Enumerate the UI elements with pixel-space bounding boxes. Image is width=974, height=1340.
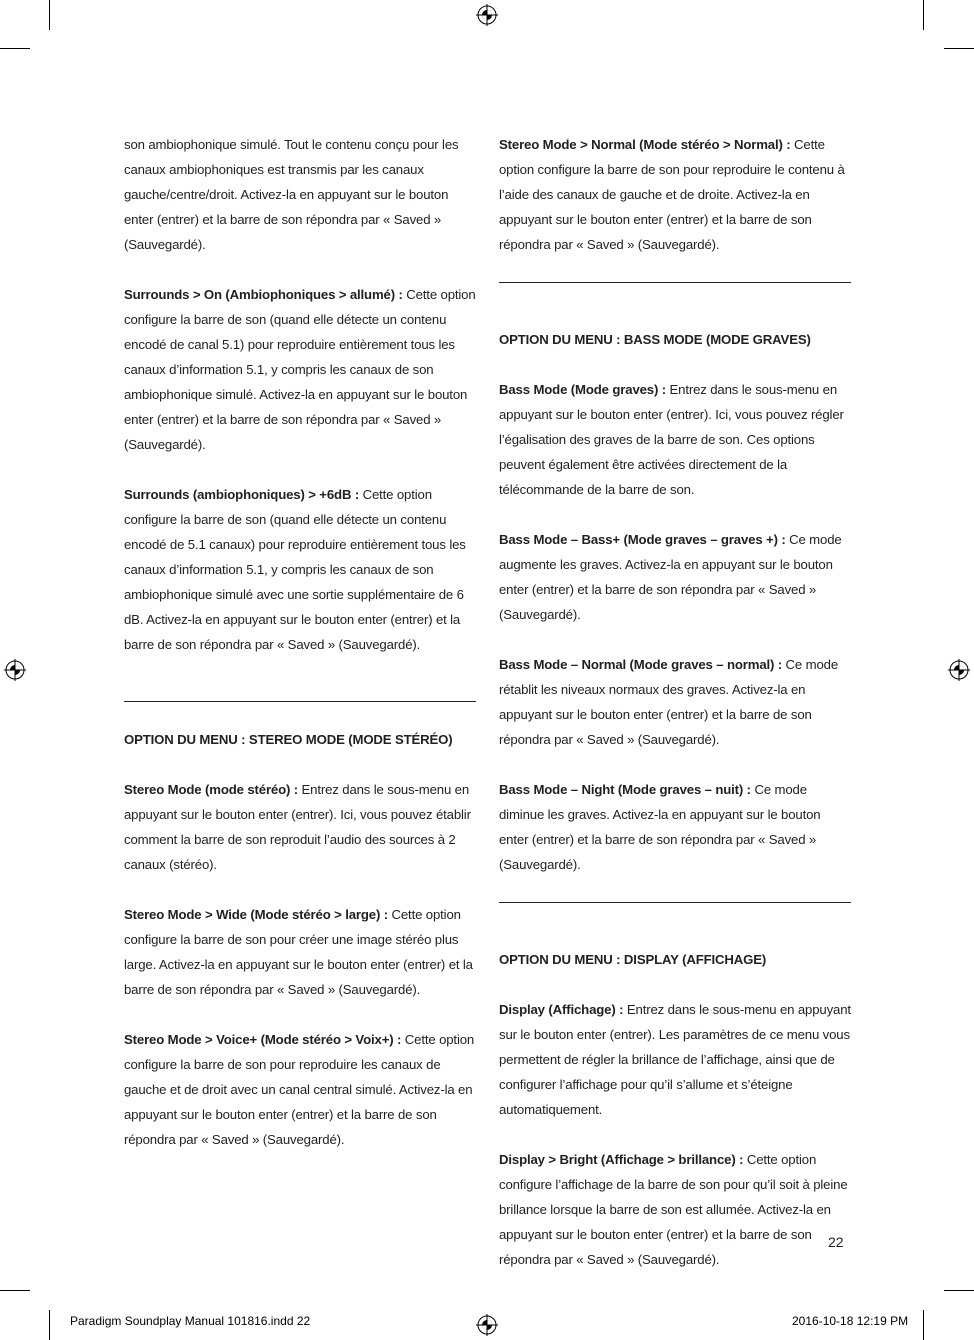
section-divider [499, 902, 851, 903]
section-heading-bass: OPTION DU MENU : BASS MODE (MODE GRAVES) [499, 332, 811, 347]
left-column [124, 132, 476, 1177]
crop-mark [0, 1290, 30, 1291]
footer-filename: Paradigm Soundplay Manual 101816.indd 22 [70, 1314, 311, 1328]
section-divider [124, 701, 476, 702]
right-column [499, 132, 851, 1297]
term-label: Stereo Mode > Wide (Mode stéréo > large) : [124, 907, 388, 922]
term-label: Stereo Mode > Normal (Mode stéréo > Normal) : [499, 137, 791, 152]
paragraph-stereo-normal: Stereo Mode > Normal (Mode stéréo > Normal) : Cette option configure la barre de son pour reproduire le contenu à l’aide des canaux de gauche et de droite. Activez-la en appuyant sur le bouton enter (entrer) et la barre de son répondra par « Saved » (Sauvegardé). [499, 137, 845, 252]
term-label: Bass Mode – Night (Mode graves – nuit) : [499, 782, 751, 797]
crop-mark [923, 0, 924, 30]
paragraph-stereo-mode: Stereo Mode (mode stéréo) : Entrez dans le sous-menu en appuyant sur le bouton enter (entrer). Ici, vous pouvez établir comment la barre de son reproduit l’audio des sources à 2 canaux (stéréo). [124, 782, 471, 872]
crop-mark [0, 48, 30, 49]
section-heading-display: OPTION DU MENU : DISPLAY (AFFICHAGE) [499, 952, 767, 967]
paragraph-display: Display (Affichage) : Entrez dans le sous-menu en appuyant sur le bouton enter (entrer). Les paramètres de ce menu vous permettent de régler la brillance de l’affichage, ainsi que de configurer l’affichage pour qu’il s’allume et s’éteigne automatiquement. [499, 1002, 851, 1117]
term-label: Display > Bright (Affichage > brillance) : [499, 1152, 744, 1167]
crop-mark [923, 1310, 924, 1340]
footer-timestamp: 2016-10-18 12:19 PM [792, 1314, 909, 1328]
paragraph-bass-plus: Bass Mode – Bass+ (Mode graves – graves +) : Ce mode augmente les graves. Activez-la en appuyant sur le bouton enter (entrer) et la barre de son répondra par « Saved » (Sauvegardé). [499, 532, 842, 622]
crop-mark [944, 1290, 974, 1291]
paragraph-bass-normal: Bass Mode – Normal (Mode graves – normal) : Ce mode rétablit les niveaux normaux des graves. Activez-la en appuyant sur le bouton enter (entrer) et la barre de son répondra par « Saved » (Sauvegardé). [499, 657, 839, 747]
registration-mark-icon [948, 659, 970, 681]
term-label: Surrounds > On (Ambiophoniques > allumé) : [124, 287, 403, 302]
page-number: 22 [828, 1234, 844, 1250]
term-label: Bass Mode – Normal (Mode graves – normal) : [499, 657, 783, 672]
crop-mark [49, 1310, 50, 1340]
registration-mark-icon [4, 659, 26, 681]
section-divider [499, 282, 851, 283]
term-label: Bass Mode (Mode graves) : [499, 382, 666, 397]
paragraph-surrounds-on: Surrounds > On (Ambiophoniques > allumé) : Cette option configure la barre de son (quand elle détecte un contenu encodé de canal 5.1) pour reproduire entièrement tous les canaux d’information 5.1, y compris les canaux de son ambiophonique simulé. Activez-la en appuyant sur le bouton enter (entrer) et la barre de son répondra par « Saved » (Sauvegardé). [124, 287, 476, 452]
paragraph-surrounds-6db: Surrounds (ambiophoniques) > +6dB : Cette option configure la barre de son (quand elle détecte un contenu encodé de 5.1 canaux) pour reproduire entièrement tous les canaux d’information 5.1, y compris les canaux de son ambiophonique simulé avec une sortie supplémentaire de 6 dB. Activez-la en appuyant sur le bouton enter (entrer) et la barre de son répondra par « Saved » (Sauvegardé). [124, 487, 466, 652]
term-label: Surrounds (ambiophoniques) > +6dB : [124, 487, 360, 502]
paragraph-intro: son ambiophonique simulé. Tout le contenu conçu pour les canaux ambiophoniques est transmis par les canaux gauche/centre/droit. Activez-la en appuyant sur le bouton enter (entrer) et la barre de son répondra par « Saved » (Sauvegardé). [124, 137, 459, 252]
paragraph-stereo-voice: Stereo Mode > Voice+ (Mode stéréo > Voix+) : Cette option configure la barre de son pour reproduire les canaux de gauche et de droit avec un canal central simulé. Activez-la en appuyant sur le bouton enter (entrer) et la barre de son répondra par « Saved » (Sauvegardé). [124, 1032, 475, 1147]
paragraph-bass-night: Bass Mode – Night (Mode graves – nuit) : Ce mode diminue les graves. Activez-la en appuyant sur le bouton enter (entrer) et la barre de son répondra par « Saved » (Sauvegardé). [499, 782, 821, 872]
term-label: Display (Affichage) : [499, 1002, 624, 1017]
crop-mark [49, 0, 50, 30]
term-label: Stereo Mode (mode stéréo) : [124, 782, 299, 797]
term-label: Bass Mode – Bass+ (Mode graves – graves +) : [499, 532, 786, 547]
registration-mark-icon [476, 4, 498, 26]
section-heading-stereo: OPTION DU MENU : STEREO MODE (MODE STÉRÉO) [124, 732, 453, 747]
paragraph-bass-mode: Bass Mode (Mode graves) : Entrez dans le sous-menu en appuyant sur le bouton enter (entrer). Ici, vous pouvez régler l’égalisation des graves de la barre de son. Ces options peuvent également être activées directement de la télécommande de la barre de son. [499, 382, 844, 497]
paragraph-stereo-wide: Stereo Mode > Wide (Mode stéréo > large) : Cette option configure la barre de son pour créer une image stéréo plus large. Activez-la en appuyant sur le bouton enter (entrer) et la barre de son répondra par « Saved » (Sauvegardé). [124, 907, 473, 997]
crop-mark [944, 48, 974, 49]
registration-mark-icon [476, 1314, 498, 1336]
paragraph-display-bright: Display > Bright (Affichage > brillance) : Cette option configure l’affichage de la barre de son pour qu’il soit à pleine brillance lorsque la barre de son est allumée. Activez-la en appuyant sur le bouton enter (entrer) et la barre de son répondra par « Saved » (Sauvegardé). [499, 1152, 848, 1267]
term-label: Stereo Mode > Voice+ (Mode stéréo > Voix+) : [124, 1032, 402, 1047]
